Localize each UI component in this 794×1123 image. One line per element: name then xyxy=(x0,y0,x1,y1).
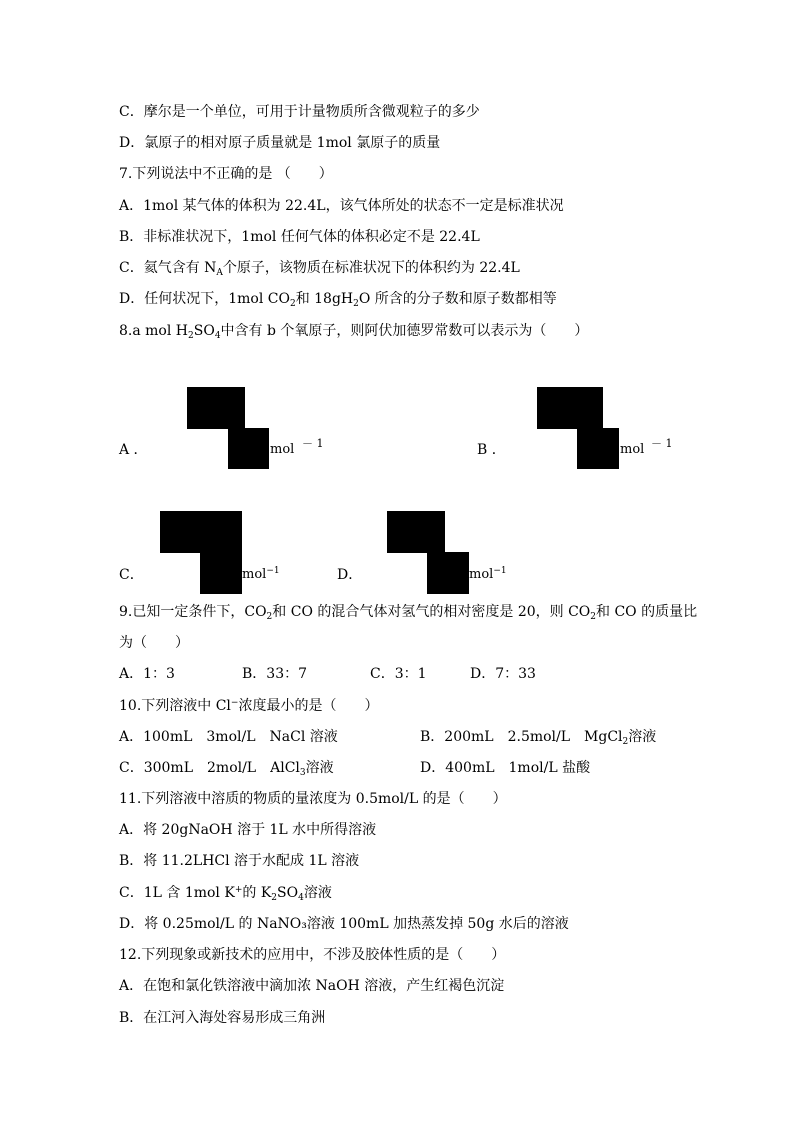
q10-option-c: C．300mL 2mol/L AlCl$_3$溶液 xyxy=(119,760,334,778)
q8-option-b-numerator-image xyxy=(537,387,603,429)
question-9-continued: 为（ ） xyxy=(119,635,189,651)
q9-option-b: B．33：7 xyxy=(242,666,308,682)
question-10: 10.下列溶液中 Cl−浓度最小的是（ ） xyxy=(119,698,379,714)
question-7: 7.下列说法中不正确的是 （ ） xyxy=(119,166,333,182)
question-8: 8.a mol $H_2SO_4$中含有 b 个氧原子，则阿伏加德罗常数可以表示为（ ） xyxy=(119,323,589,341)
q7-option-d: D．任何状况下，1mol $CO_2$和 $18gH_2O$ 所含的分子数和原子数都相等 xyxy=(119,291,557,309)
option-c-line: C．摩尔是一个单位，可用于计量物质所含微观粒子的多少 xyxy=(119,104,480,120)
q8-option-d-unit: mol$^{-1}$ xyxy=(469,566,507,582)
q8-option-b-exponent: － 1 xyxy=(651,437,673,450)
option-d-line: D．氯原子的相对原子质量就是 1mol 氯原子的质量 xyxy=(119,135,441,151)
q8-option-c-denominator-image xyxy=(200,552,242,594)
q8-option-a-denominator-image xyxy=(228,428,269,469)
q8-option-a-exponent: － 1 xyxy=(302,437,324,450)
q7-option-c: C．氦气含有 $N_A$个原子，该物质在标准状况下的体积约为 22.4L xyxy=(119,260,520,278)
q11-option-a: A．将 20gNaOH 溶于 1L 水中所得溶液 xyxy=(119,822,377,838)
q8-option-d-label: D． xyxy=(337,567,363,583)
q10-option-b: B．200mL 2.5mol/L MgCl$_2$溶液 xyxy=(420,729,657,747)
q11-option-d: D．将 0.25mol/L 的 NaNO₃溶液 100mL 加热蒸发掉 50g 水后的溶液 xyxy=(119,916,569,932)
q12-option-a: A．在饱和氯化铁溶液中滴加浓 NaOH 溶液，产生红褐色沉淀 xyxy=(119,978,505,994)
q9-option-a: A．1：3 xyxy=(119,666,175,682)
q8-option-c-unit: mol$^{-1}$ xyxy=(242,566,280,582)
q8-option-c-label: C． xyxy=(119,567,144,583)
q8-option-d-denominator-image xyxy=(427,552,469,594)
q11-option-b: B．将 11.2LHCl 溶于水配成 1L 溶液 xyxy=(119,853,360,869)
q8-option-b-label: B ． xyxy=(477,442,506,458)
q8-option-a-unit: mol xyxy=(270,442,295,457)
q8-option-d-numerator-image xyxy=(387,511,445,553)
q7-option-a: A．1mol 某气体的体积为 22.4L，该气体所处的状态不一定是标准状况 xyxy=(119,198,564,214)
q9-option-d: D．7：33 xyxy=(470,666,536,682)
question-11: 11.下列溶液中溶质的物质的量浓度为 0.5mol/L 的是（ ） xyxy=(119,791,507,807)
q8-option-b-unit: mol xyxy=(620,442,645,457)
q11-option-c: C．1L 含 1mol K+的 $K_2SO_4$溶液 xyxy=(119,885,332,903)
question-12: 12.下列现象或新技术的应用中，不涉及胶体性质的是（ ） xyxy=(119,947,506,963)
question-9: 9.已知一定条件下，$CO_2$和 CO 的混合气体对氢气的相对密度是 20，则 $CO_2$和 CO 的质量比 xyxy=(119,604,698,622)
q10-option-a: A．100mL 3mol/L NaCl 溶液 xyxy=(119,729,338,745)
q8-option-a-numerator-image xyxy=(187,387,245,429)
q8-option-b-denominator-image xyxy=(577,428,619,469)
q8-option-c-numerator-image xyxy=(160,511,242,553)
q10-option-d: D．400mL 1mol/L 盐酸 xyxy=(420,760,591,776)
q9-option-c: C．3：1 xyxy=(370,666,427,682)
q8-option-a-label: A ． xyxy=(119,442,148,458)
q7-option-b: B．非标准状况下，1mol 任何气体的体积必定不是 22.4L xyxy=(119,229,480,245)
q12-option-b: B．在江河入海处容易形成三角洲 xyxy=(119,1010,326,1026)
